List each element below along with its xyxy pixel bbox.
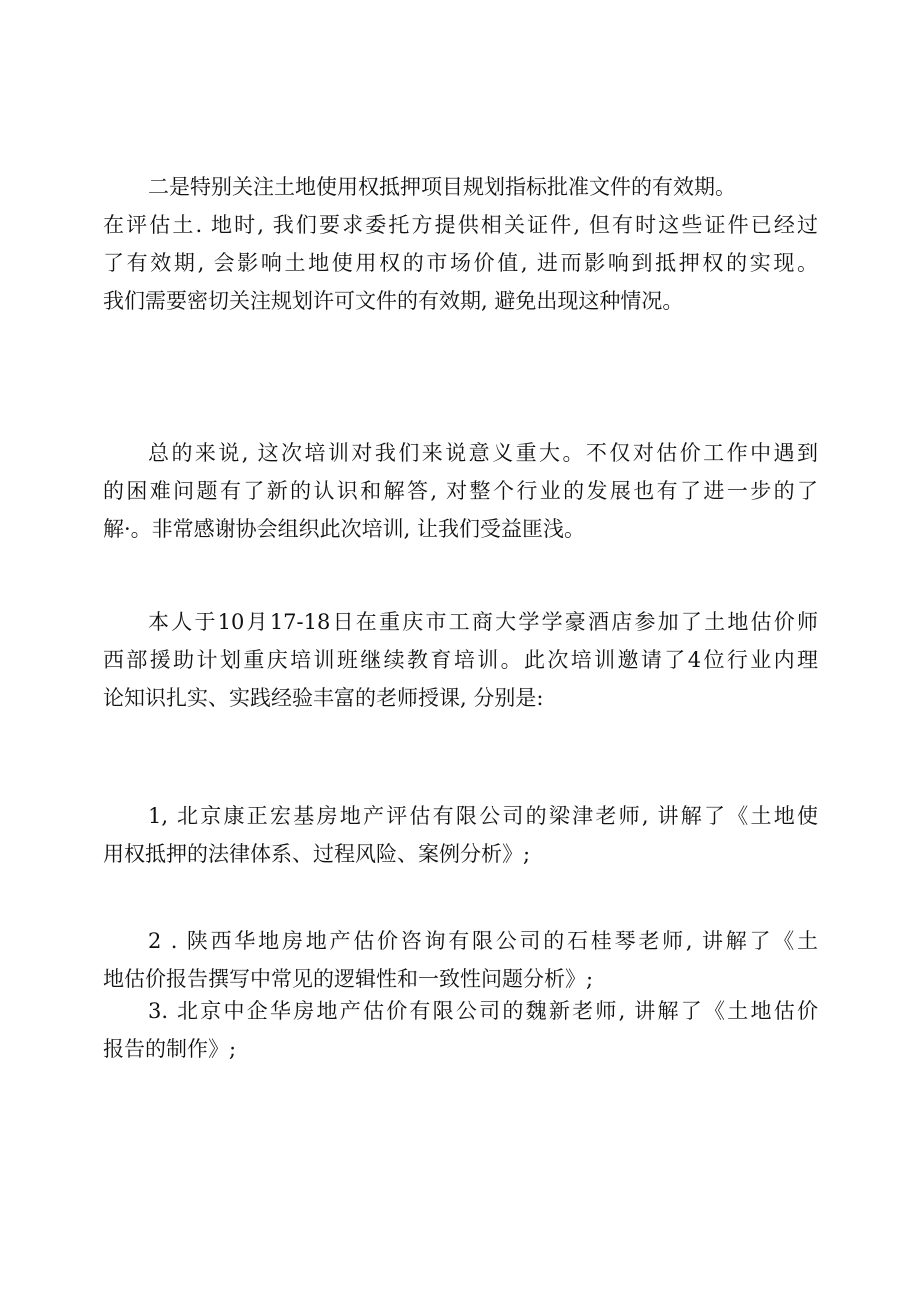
- paragraph-training-intro: [103, 603, 818, 717]
- paragraph-summary: [103, 434, 818, 548]
- text-line: 我们需要密切关注规划许可文件的有效期, 避免出现这种情况。: [103, 289, 684, 313]
- text-line: 用权抵押的法律体系、过程风险、案例分析》;: [103, 842, 531, 866]
- text-line: 西部援助计划重庆培训班继续教育培训。此次培训邀请了4位行业内理: [103, 648, 818, 672]
- list-item-lecturer-1: [103, 797, 818, 873]
- text-line: 总的来说, 这次培训对我们来说意义重大。不仅对估价工作中遇到: [148, 441, 818, 465]
- paragraph-land-use-permit-validity: [103, 168, 818, 320]
- text-line: 2 . 陕西华地房地产估价咨询有限公司的石桂琴老师, 讲解了《土: [148, 929, 818, 953]
- text-line: 1, 北京康正宏基房地产评估有限公司的梁津老师, 讲解了《土地使: [148, 804, 818, 828]
- list-item-lecturer-2: [103, 922, 818, 998]
- text-line: 地估价报告撰写中常见的逻辑性和一致性问题分析》;: [103, 967, 594, 991]
- text-line: 解·。非常感谢协会组织此次培训, 让我们受益匪浅。: [103, 517, 586, 541]
- text-line: 3. 北京中企华房地产估价有限公司的魏新老师, 讲解了《土地估价: [148, 999, 818, 1023]
- list-item-lecturer-3: [103, 992, 818, 1068]
- text-line: 二是特别关注土地使用权抵押项目规划指标批准文件的有效期。: [148, 175, 736, 199]
- text-line: 了有效期, 会影响土地使用权的市场价值, 进而影响到抵押权的实现。: [103, 251, 818, 275]
- text-line: 论知识扎实、实践经验丰富的老师授课, 分别是:: [103, 686, 544, 710]
- text-line: 的困难问题有了新的认识和解答, 对整个行业的发展也有了进一步的了: [103, 479, 818, 503]
- text-line: 本人于10月17-18日在重庆市工商大学学豪酒店参加了土地估价师: [148, 610, 818, 634]
- text-line: 报告的制作》;: [103, 1037, 237, 1061]
- text-line: 在评估土. 地时, 我们要求委托方提供相关证件, 但有时这些证件已经过: [103, 213, 818, 237]
